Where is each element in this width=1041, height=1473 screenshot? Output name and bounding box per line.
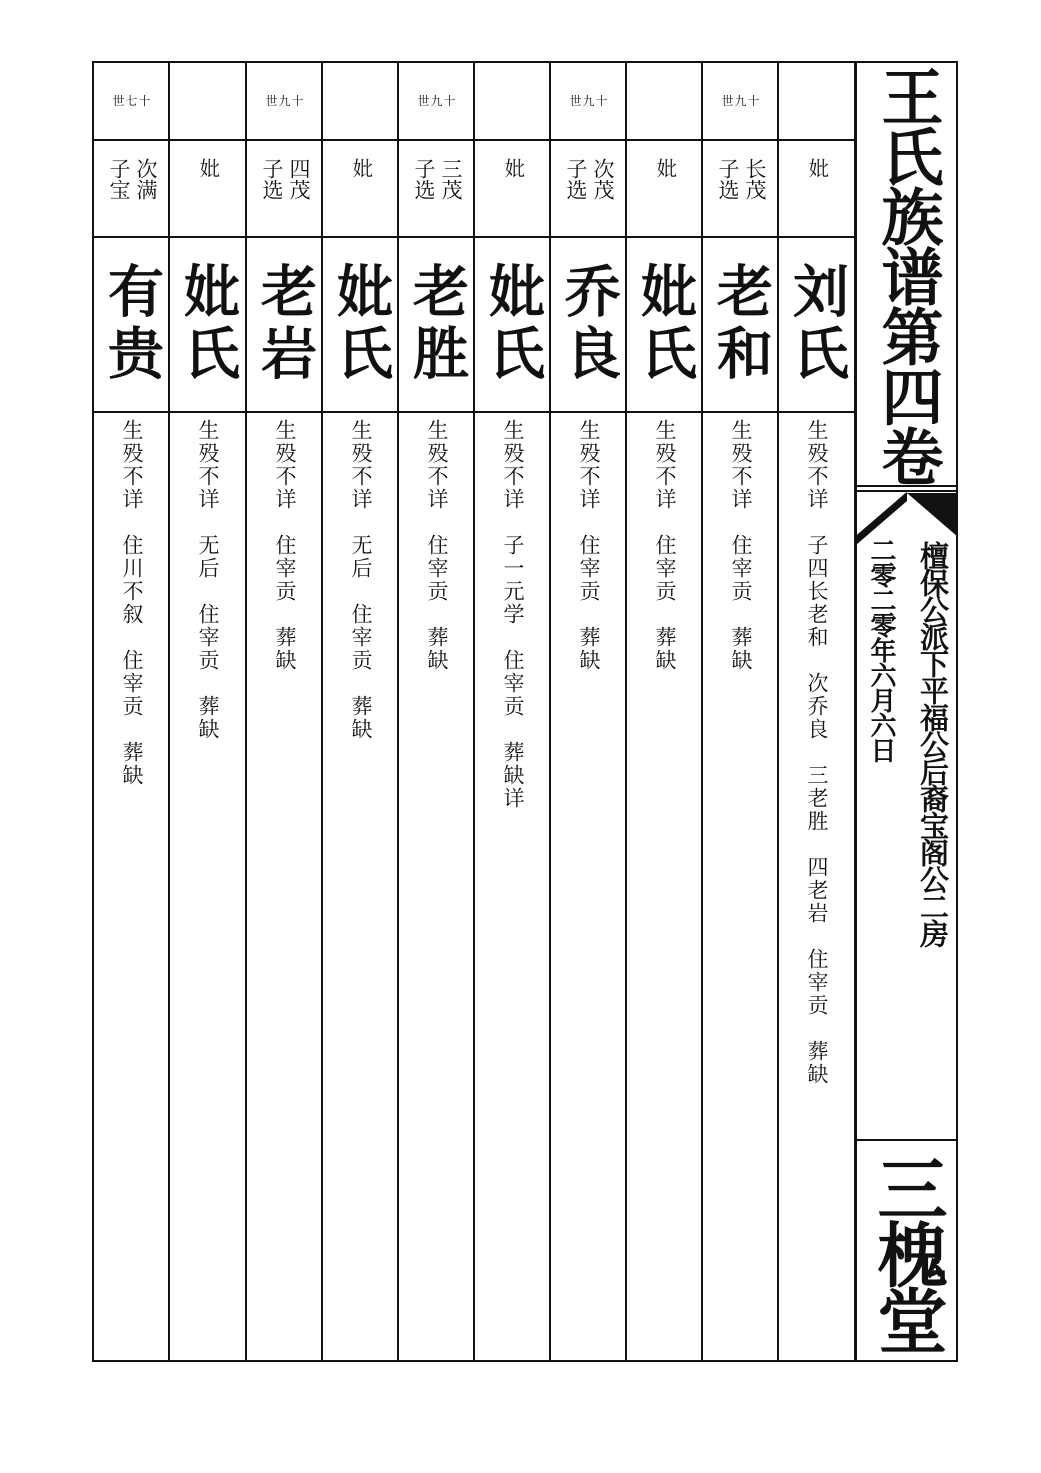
person-name: 刘氏 <box>784 261 850 386</box>
person-column-2 <box>703 61 779 1362</box>
relation-label: 妣 <box>501 157 526 178</box>
relation-label: 次茂 子选 <box>564 157 615 200</box>
genealogy-page <box>92 61 958 1362</box>
person-column-5 <box>475 61 551 1362</box>
person-bio: 生殁不详 住川不叙 住宰贡 葬缺 <box>120 419 144 787</box>
fish-tail-ornament <box>856 485 958 545</box>
person-name: 妣氏 <box>175 261 241 386</box>
person-bio: 生殁不详 无后 住宰贡 葬缺 <box>196 419 220 741</box>
person-name: 有贵 <box>99 261 165 386</box>
relation-label: 妣 <box>349 157 374 178</box>
person-column-9 <box>170 61 246 1362</box>
generation-label <box>475 61 551 139</box>
person-column-4 <box>551 61 627 1362</box>
person-bio: 生殁不详 子一元学 住宰贡 葬缺详 <box>501 419 525 810</box>
branch-subtitle: 檀保公派下平福公后裔宝阁公二房 <box>916 541 950 946</box>
generation-label <box>627 61 703 139</box>
generation-label: 世七十 <box>112 93 152 108</box>
relation-label: 妣 <box>196 157 221 178</box>
relation-label: 三茂 子选 <box>412 157 463 200</box>
relation-label: 四茂 子选 <box>260 157 311 200</box>
subtitle-area <box>856 537 958 1137</box>
person-bio: 生殁不详 住宰贡 葬缺 <box>273 419 297 672</box>
title-column <box>856 61 958 1362</box>
person-column-1 <box>779 61 855 1362</box>
hall-name: 三槐堂 <box>866 1152 949 1351</box>
person-name: 老胜 <box>404 261 470 386</box>
relation-label: 长茂 子选 <box>716 157 767 200</box>
person-bio: 生殁不详 住宰贡 葬缺 <box>425 419 449 672</box>
person-bio: 生殁不详 住宰贡 葬缺 <box>577 419 601 672</box>
generation-label <box>323 61 399 139</box>
relation-label: 妣 <box>805 157 830 178</box>
person-name: 妣氏 <box>328 261 394 386</box>
person-name: 老岩 <box>252 261 318 386</box>
person-name: 乔良 <box>556 261 622 386</box>
person-bio: 生殁不详 无后 住宰贡 葬缺 <box>349 419 373 741</box>
person-bio: 生殁不详 住宰贡 葬缺 <box>729 419 753 672</box>
person-bio: 生殁不详 子四长老和 次乔良 三老胜 四老岩 住宰贡 葬缺 <box>805 419 829 1086</box>
compile-date: 二零二零年六月六日 <box>866 537 896 762</box>
book-title: 王氏族谱第四卷 <box>871 65 944 485</box>
person-column-3 <box>627 61 703 1362</box>
person-name: 妣氏 <box>480 261 546 386</box>
generation-label: 世九十 <box>569 93 609 108</box>
person-name: 老和 <box>708 261 774 386</box>
person-column-7 <box>323 61 399 1362</box>
relation-label: 次满 子宝 <box>107 157 158 200</box>
generation-label <box>779 61 855 139</box>
person-column-6 <box>399 61 475 1362</box>
person-column-8 <box>247 61 323 1362</box>
generation-label <box>170 61 246 139</box>
generation-label: 世九十 <box>721 93 761 108</box>
generation-label: 世九十 <box>417 93 457 108</box>
person-column-10 <box>94 61 170 1362</box>
person-name: 妣氏 <box>632 261 698 386</box>
person-bio: 生殁不详 住宰贡 葬缺 <box>653 419 677 672</box>
relation-label: 妣 <box>653 157 678 178</box>
generation-label: 世九十 <box>265 93 305 108</box>
